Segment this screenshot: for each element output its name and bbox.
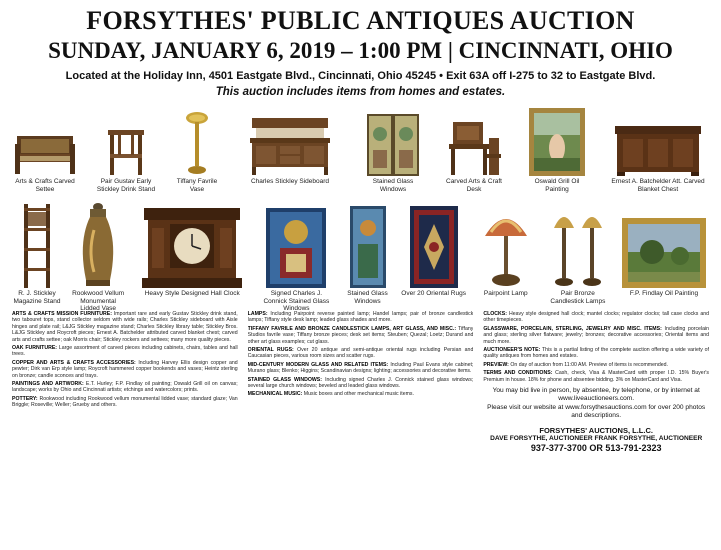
item-findlay-painting bbox=[619, 200, 709, 313]
listing-paragraph: PAINTINGS AND ARTWORK: E.T. Hurley; F.P. Findlay oil painting; Oswald Grill oil on canvas; landscape; works by Ohio and Cincinnati artists; etchings and watercolors; prints. bbox=[12, 381, 238, 394]
company-name: FORSYTHES' AUCTIONS, L.L.C. bbox=[539, 425, 653, 435]
item-caption: Signed Charles J. Connick Stained Glass Windows bbox=[263, 290, 330, 312]
item-caption: Ernest A. Batchelder Att. Carved Blanket Chest bbox=[611, 178, 705, 193]
item-caption: Pair Bronze Candlestick Lamps bbox=[550, 290, 606, 305]
item-rookwood-vase bbox=[70, 200, 126, 313]
ad-title: FORSYTHES' PUBLIC ANTIQUES AUCTION bbox=[86, 6, 635, 35]
listing-paragraph: AUCTIONEER'S NOTE: This is a partial listing of the complete auction offering a wide variety of quality antiques from homes and estates. bbox=[483, 347, 709, 360]
drink-stand-icon bbox=[104, 104, 148, 176]
item-caption: Oswald Grill Oil Painting bbox=[534, 178, 580, 193]
item-drink-stand bbox=[93, 104, 159, 193]
listing-paragraph: MID-CENTURY MODERN GLASS AND RELATED ITEMS: Including Paul Evans style cabinet; Murano glass; Blenko; Higgins; Scandinavian designs; lighting; accessories and decorative items. bbox=[247, 361, 474, 375]
listing-paragraph: POTTERY: Rookwood including Rookwood vellum monumental lidded vase; standard glaze; Van Briggle; Roseville; Weller; Grueby and others. bbox=[12, 395, 238, 409]
item-caption: Over 20 Oriental Rugs bbox=[401, 290, 466, 297]
item-caption: Pair Gustav Early Stickley Drink Stand bbox=[96, 178, 156, 193]
listing-paragraph: GLASSWARE, PORCELAIN, STERLING, JEWELRY AND MISC. ITEMS: Including porcelain and glass; sterling silver flatware; jewelry; bronzes; decorative accessories; Oriental items and much more. bbox=[483, 325, 710, 345]
item-oriental-rugs bbox=[401, 200, 467, 313]
item-connick-windows bbox=[258, 200, 334, 313]
item-stained-windows-2 bbox=[343, 200, 393, 313]
listing-paragraph: TIFFANY FAVRILE AND BRONZE CANDLESTICK LAMPS, ART GLASS, AND MISC.: Tiffany Studios favrile vase; Tiffany bronze pieces; desk set items; Steuben; Quezal; Loetz; Durand and other art glass examples; cut glass. bbox=[247, 325, 474, 345]
settee-icon bbox=[13, 104, 77, 176]
item-caption: Carved Arts & Craft Desk bbox=[446, 178, 502, 193]
window2-icon bbox=[350, 200, 386, 288]
listing-paragraph: COPPER AND ARTS & CRAFTS ACCESSORIES: Including Harvey Ellis design copper and pewter; Dirk van Erp style lamp; Roycroft hammered copper bookends and vases; Heintz sterling on bronze; candle sconces and trays. bbox=[12, 359, 238, 379]
intro-line: This auction includes items from homes and estates. bbox=[215, 86, 506, 98]
listing-paragraph: OAK FURNITURE: Large assortment of carved pieces including cabinets, chairs, tables and hall trees. bbox=[12, 345, 238, 358]
item-pairpoint-lamp bbox=[475, 200, 537, 313]
item-tiffany-vase bbox=[174, 104, 220, 193]
contact-block bbox=[483, 387, 709, 452]
listing-paragraph: MECHANICAL MUSIC: Music boxes and other mechanical music items. bbox=[247, 391, 414, 398]
listing-column-3 bbox=[483, 311, 709, 547]
item-carved-desk bbox=[441, 104, 507, 193]
listing-column-2 bbox=[248, 311, 474, 547]
item-sideboard bbox=[235, 104, 345, 193]
item-grill-painting bbox=[522, 104, 592, 193]
item-blanket-chest bbox=[607, 104, 709, 193]
vase-icon bbox=[184, 104, 210, 176]
lamp-icon bbox=[483, 200, 529, 288]
lidded-vase-icon bbox=[78, 200, 118, 288]
item-caption: Charles Stickley Sideboard bbox=[250, 178, 330, 185]
listing-paragraph: ARTS & CRAFTS MISSION FURNITURE: Important rare and early Gustav Stickley drink stand, two tabouret tops, stand collector seldom with wide rails; Charles Stickley sideboard with Aisle hinges and plate rail; L&JG Stickley magazine stand; Charles Stickley library table; Stickley Bros. L&JG Stickley and Roycroft pieces; Ernest A. Batchelder attributed carved blanket chest; carved arts and crafts settee; oak Morris chair; Stickley rockers and settees; many more quality pieces. bbox=[12, 311, 238, 343]
item-caption: F.P. Findlay Oil Painting bbox=[629, 290, 699, 297]
item-caption: Pairpoint Lamp bbox=[483, 290, 528, 297]
auctioneer-names: DAVE FORSYTHE, AUCTIONEER FRANK FORSYTHE, AUCTIONEER bbox=[490, 435, 703, 443]
listing-columns bbox=[12, 311, 709, 547]
item-caption: R. J. Stickley Magazine Stand bbox=[13, 290, 61, 305]
candlestick-icon bbox=[552, 200, 604, 288]
magazine-stand-icon bbox=[22, 200, 52, 288]
item-caption: Stained Glass Windows bbox=[372, 178, 414, 193]
desk-icon bbox=[447, 104, 501, 176]
item-settee bbox=[12, 104, 78, 193]
landscape-icon bbox=[622, 200, 706, 288]
bidding-info: You may bid live in person, by absentee, by telephone, or by internet at www.liveauctioneers.com. bbox=[492, 387, 700, 403]
sideboard-icon bbox=[244, 104, 336, 176]
listing-paragraph: LAMPS: Including Pairpoint reverse painted lamp; Handel lamps; pair of bronze candlestick lamps; Tiffany style desk lamp; leaded glass shades and more. bbox=[247, 311, 474, 324]
listing-paragraph: PREVIEW: On day of auction from 11:00 AM. Preview of items is recommended. bbox=[483, 361, 668, 368]
item-magazine-stand bbox=[12, 200, 62, 313]
stained-window-icon bbox=[266, 200, 326, 288]
website-link[interactable]: Please visit our website at www.forsythesauctions.com for over 200 photos and descriptions. bbox=[487, 403, 706, 420]
window-icon bbox=[367, 104, 419, 176]
listing-paragraph: ORIENTAL RUGS: Over 20 antique and semi-antique oriental rugs including Persian and Caucasian pieces, various room sizes and scatter rugs. bbox=[247, 347, 474, 360]
location-line: Located at the Holiday Inn, 4501 Eastgate Blvd., Cincinnati, Ohio 45245 • Exit 63A off I-275 to 32 to Eastgate Blvd. bbox=[65, 70, 656, 82]
date-line: SUNDAY, JANUARY 6, 2019 – 1:00 PM | CINCINNATI, OHIO bbox=[48, 38, 673, 63]
item-caption: Stained Glass Windows bbox=[347, 290, 388, 305]
listing-paragraph: CLOCKS: Heavy style designed hall clock; mantel clocks; regulator clocks; tall case clocks and other timepieces. bbox=[483, 311, 710, 324]
item-candlestick-lamps bbox=[545, 200, 611, 313]
item-row-1 bbox=[12, 104, 709, 193]
rug-icon bbox=[410, 200, 458, 288]
item-row-2 bbox=[12, 200, 709, 313]
chest-icon bbox=[615, 104, 701, 176]
listing-paragraph: TERMS AND CONDITIONS: Cash, check, Visa & MasterCard with proper I.D. 15% Buyer's Premium in house. 18% for phone and absentee bidding. 3% on MasterCard and Visa. bbox=[483, 370, 710, 383]
item-hall-clock bbox=[134, 200, 250, 313]
phone-numbers: 937-377-3700 OR 513-791-2323 bbox=[530, 442, 662, 453]
item-stained-windows bbox=[360, 104, 426, 193]
item-caption: Tiffany Favrile Vase bbox=[176, 178, 218, 193]
listing-column-1 bbox=[12, 311, 238, 547]
painting-icon bbox=[529, 104, 585, 176]
item-caption: Heavy Style Designed Hall Clock bbox=[144, 290, 240, 297]
clock-icon bbox=[140, 200, 244, 288]
item-caption: Rookwood Vellum Monumental Lidded Vase bbox=[72, 290, 125, 312]
item-caption: Arts & Crafts Carved Settee bbox=[15, 178, 75, 193]
listing-paragraph: STAINED GLASS WINDOWS: Including signed Charles J. Connick stained glass windows; several large church windows; beveled and leaded glass windows. bbox=[247, 376, 474, 390]
